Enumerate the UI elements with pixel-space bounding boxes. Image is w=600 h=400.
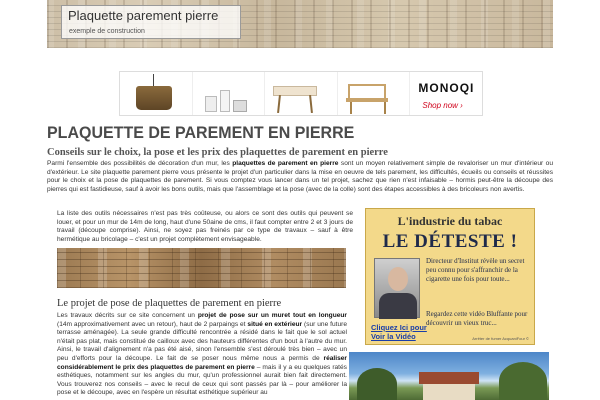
site-title[interactable]: Plaquette parement pierre [68, 8, 219, 23]
keyword-highlight: plaquettes de parement en pierre [232, 160, 339, 167]
lamp-image [136, 86, 172, 110]
ad-headline-large: LE DÉTESTE ! [382, 231, 518, 252]
article-subtitle: Conseils sur le choix, la pose et les prix des plaquettes de parement en pierre [47, 147, 388, 158]
keyword-highlight: situé en extérieur [247, 320, 303, 328]
keyword-highlight: projet de pose sur un muret tout en longueur [197, 312, 347, 319]
house-photo [349, 352, 549, 400]
ad-body-text-2: Regardez cette vidéo Bluffante pour découvrir un vieux truc... [426, 310, 528, 327]
desk-leg [277, 95, 281, 113]
tobacco-ad[interactable] [365, 208, 535, 345]
ad-video-link[interactable]: Cliquez Ici pour Voir la Vidéo [371, 323, 427, 341]
site-subtitle: exemple de construction [69, 28, 145, 35]
ad-product-bench[interactable] [338, 72, 411, 115]
bench-seat [346, 98, 388, 102]
site-logo[interactable] [61, 5, 241, 39]
intro-paragraph: Parmi l'ensemble des possibilités de décoration d'un mur, les plaquettes de parement en pierre sont un moyen relativement simple de revaloriser un mur d'intérieur ou d'extérieur. Le site plaquette parement pierre vous présente le projet d'un particulier dans la mise en oeuvre de tels parement, les difficultés, écueils ou conseils et réussites pour le choix et la pose de plaquettes de parement. Si vous comptez vous lancer dans un tel projet, sachez que rien n'est infaisable – hormis peut-être la découpe des pierres qui est fastidieuse, sauf à avoir les bons outils, mais que l'assemblage et la pose (avec de la colle) sont des étapes accessibles à des bricoleurs non avertis. [47, 160, 554, 193]
portrait-body [379, 293, 417, 319]
ad-brand-logo: MONOQI [418, 81, 475, 95]
ad-portrait-image [374, 258, 420, 318]
ad-brand-cell[interactable] [410, 72, 482, 115]
ad-banner[interactable] [119, 71, 483, 116]
tree-shape [499, 362, 547, 400]
shop-now-link[interactable]: Shop now › [422, 101, 463, 110]
stone-wall-image [57, 248, 346, 288]
ad-product-lamp[interactable] [120, 72, 193, 115]
project-paragraph: Les travaux décrits sur ce site concernent un projet de pose sur un muret tout en longueur (14m approximativement avec un retour), haut de 2 parpaings et situé en extérieur (sur une future terrasse aménagée). La seule grande difficulté rencontrée a résidé dans le fait que le sol actuel n'était pas plat, mais constitué de cailloux avec des hauteurs différentes d'un bout à l'autre du mur. Ainsi, le travail d'alignement n'a pas été aisé, sinon l'ensemble s'est déroulé très bien – avec un peu d'efforts pour la découpe. Le fait de se poser nous même nous a permis de réaliser considérablement le prix des plaquettes de parement en pierre – mais il y a eu quelques ratés esthétiques, notamment sur les angles du mur, qu'un professionnel aurait bien fait directement. Vous trouverez nos conseils – avec le recul de ceux qui sont passés par là – pour améliorer la pose et le découpe, avec en l'espère un résultat esthétique supérieur au [57, 312, 348, 397]
ad-product-pots[interactable] [193, 72, 266, 115]
bench-image [348, 84, 386, 98]
tree-shape [357, 368, 397, 400]
house-roof [419, 372, 479, 384]
house-wall [423, 384, 475, 400]
section-title: Le projet de pose de plaquettes de parement en pierre [57, 298, 282, 309]
pot-image [233, 100, 247, 112]
ad-product-desk[interactable] [265, 72, 338, 115]
tools-paragraph: La liste des outils nécessaires n'est pas très coûteuse, ou alors ce sont des outils qui peuvent se louer, et pour un mur de 14m de long, haut d'une 50aine de cms, il faut compter entre 2 et 3 jours de travail (découpe comprise). Ainsi, ne soyez pas freinés par ce type de travaux – sauf à être hermétique au bricolage – c'est un projet complètement envisageable. [57, 210, 353, 243]
pot-image [220, 90, 230, 112]
pot-image [205, 96, 217, 112]
bench-leg [384, 102, 386, 114]
ad-headline: L'industrie du tabac [397, 214, 503, 228]
ad-body-text: Directeur d'Institut révèle un secret peu connu pour s'affranchir de la cigarette une fois pour toute... [426, 257, 525, 283]
keyword-highlight: réaliser considérablement le prix des plaquettes de parement en pierre [57, 354, 347, 371]
desk-leg [309, 95, 313, 113]
header-banner [47, 0, 553, 48]
ad-legal-text: Arrêter de fumer AcquaniFour © [472, 336, 529, 341]
portrait-head [388, 267, 408, 291]
bench-leg [350, 102, 352, 114]
lamp-cord-shape [153, 74, 154, 86]
page-title: PLAQUETTE DE PAREMENT EN PIERRE [47, 124, 355, 143]
